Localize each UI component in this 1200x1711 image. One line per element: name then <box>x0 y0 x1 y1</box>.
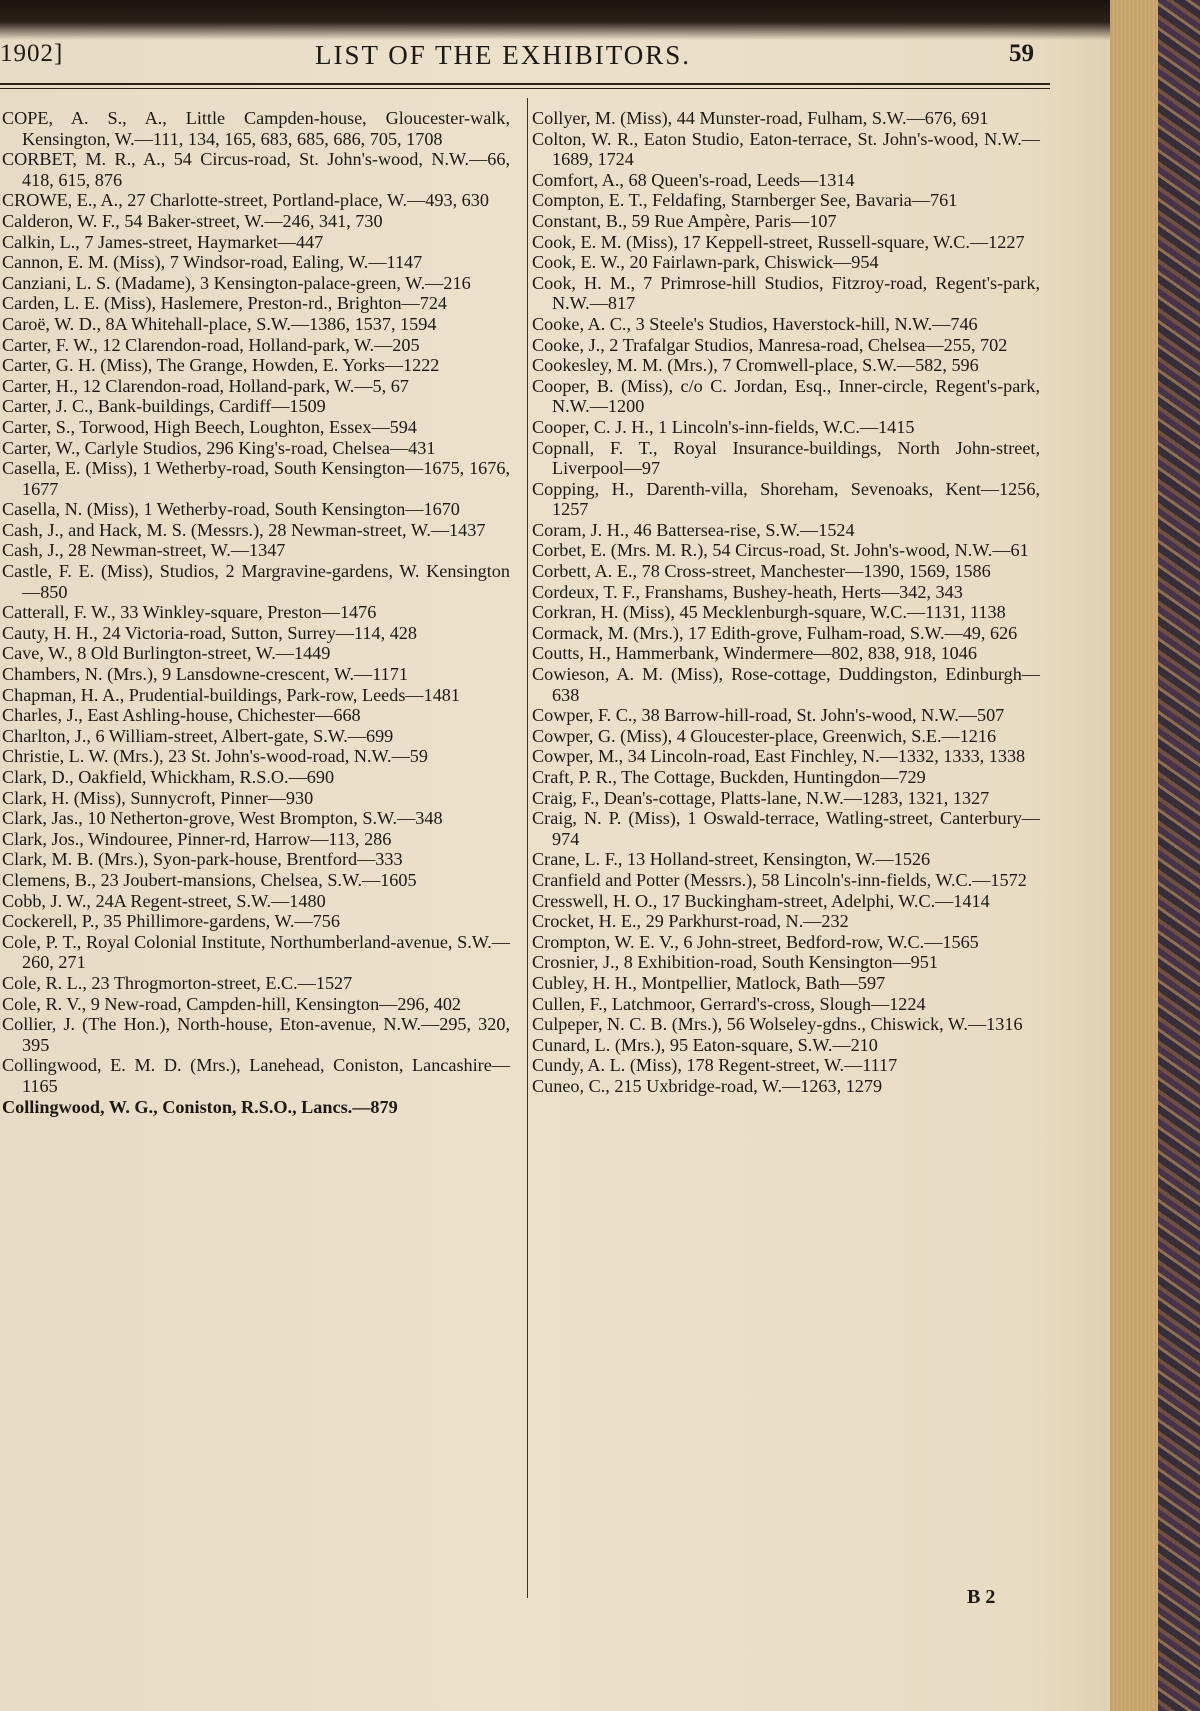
exhibitor-entry: Carter, H., 12 Clarendon-road, Holland-park, W.—5, 67 <box>2 375 409 396</box>
exhibitor-entry: Catterall, F. W., 33 Winkley-square, Preston—1476 <box>2 602 377 623</box>
exhibitor-entry: Cranfield and Potter (Messrs.), 58 Lincoln's-inn-fields, W.C.—1572 <box>532 869 1027 890</box>
exhibitor-entry: Clark, M. B. (Mrs.), Syon-park-house, Brentford—333 <box>2 849 403 870</box>
exhibitor-entry: Crocket, H. E., 29 Parkhurst-road, N.—232 <box>532 911 849 932</box>
exhibitor-entry: Collingwood, W. G., Coniston, R.S.O., Lancs.—879 <box>2 1096 398 1117</box>
exhibitor-entry: Carter, G. H. (Miss), The Grange, Howden, E. Yorks—1222 <box>2 355 440 376</box>
exhibitor-entry: Chapman, H. A., Prudential-buildings, Park-row, Leeds—1481 <box>2 684 460 705</box>
exhibitor-entry: Craig, N. P. (Miss), 1 Oswald-terrace, Watling-street, Canterbury—974 <box>532 808 1040 849</box>
column-divider <box>527 98 528 1598</box>
exhibitor-entry: Craft, P. R., The Cottage, Buckden, Huntingdon—729 <box>532 767 926 787</box>
exhibitor-entry: Cockerell, P., 35 Phillimore-gardens, W.—756 <box>2 911 340 932</box>
exhibitor-entry: Cuneo, C., 215 Uxbridge-road, W.—1263, 1279 <box>532 1075 883 1096</box>
exhibitor-entry: Corbet, E. (Mrs. M. R.), 54 Circus-road, St. John's-wood, N.W.—61 <box>532 540 1029 561</box>
header-rule-thin <box>0 88 1050 89</box>
exhibitor-entry: Cole, R. V., 9 New-road, Campden-hill, Kensington—296, 402 <box>2 993 462 1014</box>
exhibitor-entry: CROWE, E., A., 27 Charlotte-street, Portland-place, W.—493, 630 <box>2 190 489 211</box>
exhibitor-entry: Chambers, N. (Mrs.), 9 Lansdowne-crescent, W.—1171 <box>2 664 408 685</box>
exhibitor-entry: Coram, J. H., 46 Battersea-rise, S.W.—1524 <box>532 519 855 540</box>
exhibitor-entry: COPE, A. S., A., Little Campden-house, Gloucester-walk, Kensington, W.—111, 134, 165, 683, 685, 686, 705, 1708 <box>2 108 510 149</box>
exhibitor-entry: Collyer, M. (Miss), 44 Munster-road, Fulham, S.W.—676, 691 <box>532 108 989 128</box>
exhibitor-entry: Crompton, W. E. V., 6 John-street, Bedford-row, W.C.—1565 <box>532 931 979 952</box>
exhibitor-entry: Collier, J. (The Hon.), North-house, Eton-avenue, N.W.—295, 320, 395 <box>2 1014 510 1055</box>
exhibitor-entry: Constant, B., 59 Rue Ampère, Paris—107 <box>532 210 837 231</box>
exhibitor-entry: Carter, W., Carlyle Studios, 296 King's-road, Chelsea—431 <box>2 437 436 458</box>
exhibitor-entry: Cowper, M., 34 Lincoln-road, East Finchley, N.—1332, 1333, 1338 <box>532 746 1026 767</box>
exhibitor-entry: Corbett, A. E., 78 Cross-street, Manchester—1390, 1569, 1586 <box>532 561 991 582</box>
exhibitor-entry: Crosnier, J., 8 Exhibition-road, South Kensington—951 <box>532 952 938 973</box>
top-shadow <box>0 0 1200 40</box>
exhibitor-entry: Cubley, H. H., Montpellier, Matlock, Bath—597 <box>532 972 886 993</box>
exhibitor-entry: Craig, F., Dean's-cottage, Platts-lane, N.W.—1283, 1321, 1327 <box>532 787 990 808</box>
exhibitor-entry: Cooke, J., 2 Trafalgar Studios, Manresa-road, Chelsea—255, 702 <box>532 334 1008 355</box>
exhibitor-entry: Cowieson, A. M. (Miss), Rose-cottage, Duddingston, Edinburgh—638 <box>532 664 1040 705</box>
signature-mark: B 2 <box>967 1586 996 1608</box>
left-column <box>2 108 510 1117</box>
exhibitor-entry: Copping, H., Darenth-villa, Shoreham, Sevenoaks, Kent—1256, 1257 <box>532 478 1040 520</box>
exhibitor-entry: Clark, H. (Miss), Sunnycroft, Pinner—930 <box>2 787 314 808</box>
exhibitor-entry: Carter, S., Torwood, High Beech, Loughton, Essex—594 <box>2 416 417 437</box>
exhibitor-entry: Cook, E. M. (Miss), 17 Keppell-street, Russell-square, W.C.—1227 <box>532 231 1025 252</box>
exhibitor-entry: Culpeper, N. C. B. (Mrs.), 56 Wolseley-gdns., Chiswick, W.—1316 <box>532 1014 1023 1035</box>
exhibitor-entry: Cauty, H. H., 24 Victoria-road, Sutton, Surrey—114, 428 <box>2 622 417 643</box>
exhibitor-entry: Cook, H. M., 7 Primrose-hill Studios, Fitzroy-road, Regent's-park, N.W.—817 <box>532 272 1040 314</box>
exhibitor-entry: Copnall, F. T., Royal Insurance-buildings, North John-street, Liverpool—97 <box>532 437 1040 479</box>
exhibitor-entry: Collingwood, E. M. D. (Mrs.), Lanehead, Coniston, Lancashire—1165 <box>2 1055 510 1096</box>
exhibitor-entry: Carden, L. E. (Miss), Haslemere, Preston-rd., Brighton—724 <box>2 293 448 314</box>
right-column <box>532 108 1040 1097</box>
exhibitor-entry: Calderon, W. F., 54 Baker-street, W.—246, 341, 730 <box>2 210 383 231</box>
exhibitor-entry: Cobb, J. W., 24A Regent-street, S.W.—1480 <box>2 890 326 911</box>
exhibitor-entry: Cooper, B. (Miss), c/o C. Jordan, Esq., Inner-circle, Regent's-park, N.W.—1200 <box>532 375 1040 417</box>
exhibitor-entry: Comfort, A., 68 Queen's-road, Leeds—1314 <box>532 169 855 190</box>
exhibitor-entry: Cowper, F. C., 38 Barrow-hill-road, St. John's-wood, N.W.—507 <box>532 705 1005 726</box>
exhibitor-entry: Castle, F. E. (Miss), Studios, 2 Margravine-gardens, W. Kensington—850 <box>2 561 510 602</box>
page-number: 59 <box>1009 40 1034 67</box>
exhibitor-entry: Cundy, A. L. (Miss), 178 Regent-street, W.—1117 <box>532 1055 898 1076</box>
exhibitor-entry: Cash, J., 28 Newman-street, W.—1347 <box>2 540 286 561</box>
exhibitor-entry: Colton, W. R., Eaton Studio, Eaton-terrace, St. John's-wood, N.W.—1689, 1724 <box>532 128 1040 170</box>
exhibitor-entry: Clark, Jos., Windouree, Pinner-rd, Harrow—113, 286 <box>2 828 392 849</box>
exhibitor-entry: Cormack, M. (Mrs.), 17 Edith-grove, Fulham-road, S.W.—49, 626 <box>532 622 1018 643</box>
exhibitor-entry: Crane, L. F., 13 Holland-street, Kensington, W.—1526 <box>532 849 931 870</box>
exhibitor-entry: Cooke, A. C., 3 Steele's Studios, Haverstock-hill, N.W.—746 <box>532 313 978 334</box>
exhibitor-entry: Cole, P. T., Royal Colonial Institute, Northumberland-avenue, S.W.—260, 271 <box>2 931 510 973</box>
exhibitor-entry: Cookesley, M. M. (Mrs.), 7 Cromwell-place, S.W.—582, 596 <box>532 355 979 376</box>
running-head-year: 1902] <box>0 40 64 67</box>
exhibitor-entry: Cannon, E. M. (Miss), 7 Windsor-road, Ealing, W.—1147 <box>2 252 423 273</box>
exhibitor-entry: Cresswell, H. O., 17 Buckingham-street, Adelphi, W.C.—1414 <box>532 890 990 911</box>
exhibitor-entry: Cunard, L. (Mrs.), 95 Eaton-square, S.W.—210 <box>532 1034 878 1055</box>
marbled-book-edge <box>1158 0 1200 1711</box>
exhibitor-entry: Clark, Jas., 10 Netherton-grove, West Brompton, S.W.—348 <box>2 808 443 829</box>
exhibitor-entry: Caroë, W. D., 8A Whitehall-place, S.W.—1386, 1537, 1594 <box>2 313 437 334</box>
exhibitor-entry: Charles, J., East Ashling-house, Chichester—668 <box>2 705 361 726</box>
exhibitor-entry: Cullen, F., Latchmoor, Gerrard's-cross, Slough—1224 <box>532 993 926 1014</box>
exhibitor-entry: Cole, R. L., 23 Throgmorton-street, E.C.—1527 <box>2 972 353 993</box>
header-rule-thick <box>0 83 1050 85</box>
exhibitor-entry: Calkin, L., 7 James-street, Haymarket—447 <box>2 231 324 252</box>
exhibitor-entry: Cash, J., and Hack, M. S. (Messrs.), 28 Newman-street, W.—1437 <box>2 519 486 540</box>
exhibitor-entry: Compton, E. T., Feldafing, Starnberger See, Bavaria—761 <box>532 190 958 211</box>
exhibitor-entry: Clark, D., Oakfield, Whickham, R.S.O.—690 <box>2 767 335 787</box>
exhibitor-entry: Cave, W., 8 Old Burlington-street, W.—1449 <box>2 643 331 664</box>
exhibitor-entry: Christie, L. W. (Mrs.), 23 St. John's-wood-road, N.W.—59 <box>2 746 428 767</box>
exhibitor-entry: Clemens, B., 23 Joubert-mansions, Chelsea, S.W.—1605 <box>2 869 417 890</box>
exhibitor-entry: Coutts, H., Hammerbank, Windermere—802, 838, 918, 1046 <box>532 643 977 664</box>
exhibitor-entry: Cook, E. W., 20 Fairlawn-park, Chiswick—954 <box>532 252 879 273</box>
exhibitor-entry: Casella, E. (Miss), 1 Wetherby-road, South Kensington—1675, 1676, 1677 <box>2 458 510 499</box>
exhibitor-entry: Cordeux, T. F., Franshams, Bushey-heath, Herts—342, 343 <box>532 581 963 602</box>
exhibitor-entry: Carter, J. C., Bank-buildings, Cardiff—1509 <box>2 396 326 417</box>
exhibitor-entry: Cooper, C. J. H., 1 Lincoln's-inn-fields, W.C.—1415 <box>532 416 915 437</box>
exhibitor-entry: Corkran, H. (Miss), 45 Mecklenburgh-square, W.C.—1131, 1138 <box>532 602 1006 623</box>
exhibitor-entry: Cowper, G. (Miss), 4 Gloucester-place, Greenwich, S.E.—1216 <box>532 725 997 746</box>
exhibitor-entry: Casella, N. (Miss), 1 Wetherby-road, South Kensington—1670 <box>2 499 460 520</box>
exhibitor-entry: CORBET, M. R., A., 54 Circus-road, St. John's-wood, N.W.—66, 418, 615, 876 <box>2 149 510 190</box>
exhibitor-entry: Canziani, L. S. (Madame), 3 Kensington-palace-green, W.—216 <box>2 272 471 293</box>
exhibitor-entry: Charlton, J., 6 William-street, Albert-gate, S.W.—699 <box>2 725 394 746</box>
exhibitor-entry: Carter, F. W., 12 Clarendon-road, Holland-park, W.—205 <box>2 334 420 355</box>
running-head-title: LIST OF THE EXHIBITORS. <box>315 40 692 70</box>
